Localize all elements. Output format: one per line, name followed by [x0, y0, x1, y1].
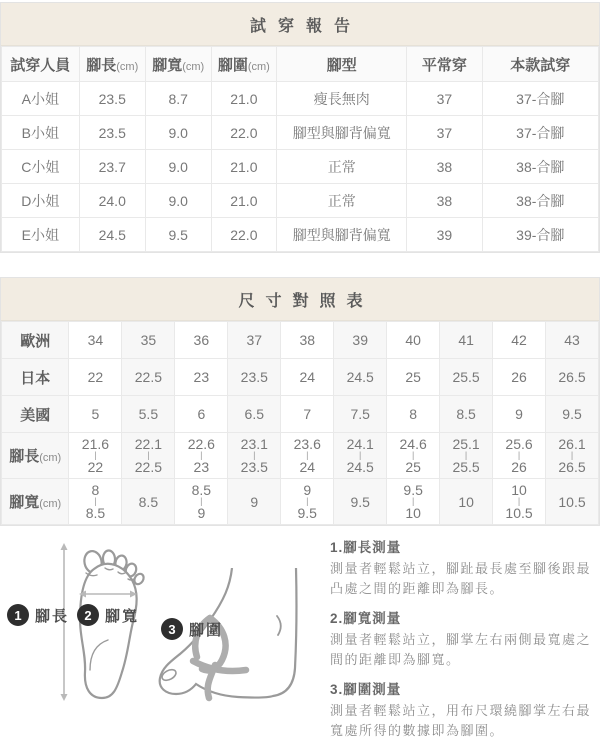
instruction-heading: 2.腳寬測量: [330, 611, 402, 626]
size-chart-body: [2, 322, 599, 525]
size-chart-cell: 23.6 | 24: [281, 433, 334, 479]
size-chart-cell: 24: [281, 359, 334, 396]
size-chart-cell: 10: [440, 479, 493, 525]
fit-report-cell: 正常: [277, 184, 407, 218]
fit-report-cell: 21.0: [211, 150, 277, 184]
size-chart-cell: 43: [546, 322, 599, 359]
size-chart-cell: 8.5: [122, 479, 175, 525]
badge-2-label: 腳寬: [105, 607, 140, 625]
fit-report-cell: 23.7: [79, 150, 145, 184]
size-chart-cell: 9.5 | 10: [387, 479, 440, 525]
size-chart-cell: 7: [281, 396, 334, 433]
size-row-label: 日本: [2, 359, 69, 396]
size-chart-cell: 39: [334, 322, 387, 359]
size-row-label: 腳寬(cm): [2, 479, 69, 525]
instruction-body: 測量者輕鬆站立，用布尺環繞腳掌左右最寬處所得的數據即為腳圍。: [330, 703, 592, 738]
fit-report-title: 試穿報告: [1, 3, 599, 46]
instruction-heading: 3.腳圍測量: [330, 682, 402, 697]
fit-report-cell: D小姐: [2, 184, 80, 218]
fit-report-table: [1, 46, 599, 252]
badge-1-circle: 1: [7, 604, 29, 626]
badge-2-circle: 2: [77, 604, 99, 626]
fit-report-cell: 37-合腳: [482, 82, 598, 116]
size-chart-cell: 36: [175, 322, 228, 359]
size-chart-cell: 8: [387, 396, 440, 433]
size-chart-cell: 5: [69, 396, 122, 433]
fit-column-header: 腳寬(cm): [145, 47, 211, 82]
badge-foot-girth: [161, 618, 223, 640]
size-chart-row: [2, 396, 599, 433]
size-chart-cell: 37: [228, 322, 281, 359]
fit-report-cell: 23.5: [79, 116, 145, 150]
fit-report-cell: 9.5: [145, 218, 211, 252]
size-row-label: 腳長(cm): [2, 433, 69, 479]
fit-report-cell: E小姐: [2, 218, 80, 252]
fit-report-panel: [0, 2, 600, 253]
size-chart-cell: 22: [69, 359, 122, 396]
size-chart-cell: 24.5: [334, 359, 387, 396]
size-chart-cell: 9: [228, 479, 281, 525]
fit-column-header: 腳長(cm): [79, 47, 145, 82]
fit-report-row: [2, 218, 599, 252]
fit-report-cell: 37-合腳: [482, 116, 598, 150]
instruction-foot-length: [330, 536, 596, 598]
instruction-heading: 1.腳長測量: [330, 540, 402, 555]
size-chart-cell: 25.1 | 25.5: [440, 433, 493, 479]
size-chart-cell: 40: [387, 322, 440, 359]
size-chart-title: 尺寸對照表: [1, 278, 599, 321]
size-chart-cell: 10.5: [546, 479, 599, 525]
badge-1-label: 腳長: [35, 607, 70, 625]
foot-girth-diagram: [146, 568, 314, 718]
size-chart-cell: 42: [493, 322, 546, 359]
fit-column-header: 平常穿: [407, 47, 482, 82]
size-chart-cell: 8.5 | 9: [175, 479, 228, 525]
fit-report-row: [2, 116, 599, 150]
size-chart-table: [1, 321, 599, 525]
fit-report-cell: 38-合腳: [482, 184, 598, 218]
badge-foot-width: [77, 604, 139, 626]
fit-report-cell: 瘦長無肉: [277, 82, 407, 116]
size-chart-cell: 8 | 8.5: [69, 479, 122, 525]
fit-report-cell: A小姐: [2, 82, 80, 116]
size-chart-cell: 8.5: [440, 396, 493, 433]
badge-foot-length: [7, 604, 69, 626]
size-chart-cell: 9 | 9.5: [281, 479, 334, 525]
size-chart-cell: 26.5: [546, 359, 599, 396]
fit-report-cell: 22.0: [211, 218, 277, 252]
size-chart-cell: 25.5: [440, 359, 493, 396]
fit-report-cell: B小姐: [2, 116, 80, 150]
size-chart-cell: 35: [122, 322, 175, 359]
size-chart-cell: 26.1 | 26.5: [546, 433, 599, 479]
fit-report-cell: 38: [407, 150, 482, 184]
size-chart-cell: 22.1 | 22.5: [122, 433, 175, 479]
fit-column-header: 試穿人員: [2, 47, 80, 82]
fit-report-cell: 腳型與腳背偏寬: [277, 218, 407, 252]
size-chart-cell: 6.5: [228, 396, 281, 433]
size-chart-row: [2, 359, 599, 396]
fit-report-row: [2, 150, 599, 184]
size-chart-cell: 22.6 | 23: [175, 433, 228, 479]
size-chart-cell: 9: [493, 396, 546, 433]
size-chart-cell: 24.6 | 25: [387, 433, 440, 479]
size-chart-cell: 23.5: [228, 359, 281, 396]
fit-report-cell: 23.5: [79, 82, 145, 116]
fit-report-cell: 9.0: [145, 150, 211, 184]
fit-report-cell: 9.0: [145, 116, 211, 150]
size-chart-cell: 38: [281, 322, 334, 359]
fit-report-cell: 24.0: [79, 184, 145, 218]
size-chart-cell: 9.5: [334, 479, 387, 525]
size-chart-cell: 26: [493, 359, 546, 396]
size-chart-cell: 22.5: [122, 359, 175, 396]
size-chart-row: [2, 479, 599, 525]
fit-report-cell: 8.7: [145, 82, 211, 116]
size-row-label: 美國: [2, 396, 69, 433]
fit-report-cell: 正常: [277, 150, 407, 184]
fit-report-cell: 37: [407, 82, 482, 116]
size-chart-cell: 41: [440, 322, 493, 359]
instruction-foot-girth: [330, 678, 596, 740]
size-chart-row: [2, 322, 599, 359]
instruction-foot-width: [330, 607, 596, 669]
instruction-body: 測量者輕鬆站立，腳趾最長處至腳後跟最凸處之間的距離即為腳長。: [330, 561, 592, 596]
badge-3-label: 腳圍: [189, 621, 224, 639]
fit-report-header: [2, 47, 599, 82]
fit-report-cell: C小姐: [2, 150, 80, 184]
measurement-guide: [0, 520, 600, 740]
measurement-instructions: [330, 536, 596, 749]
fit-column-header: 本款試穿: [482, 47, 598, 82]
size-chart-row: [2, 433, 599, 479]
size-chart-cell: 24.1 | 24.5: [334, 433, 387, 479]
fit-report-cell: 21.0: [211, 184, 277, 218]
fit-report-cell: 24.5: [79, 218, 145, 252]
fit-report-row: [2, 82, 599, 116]
size-chart-cell: 9.5: [546, 396, 599, 433]
size-chart-panel: [0, 277, 600, 526]
fit-report-cell: 9.0: [145, 184, 211, 218]
size-chart-cell: 10 | 10.5: [493, 479, 546, 525]
size-chart-cell: 23.1 | 23.5: [228, 433, 281, 479]
size-chart-cell: 5.5: [122, 396, 175, 433]
size-chart-cell: 21.6 | 22: [69, 433, 122, 479]
fit-column-header: 腳型: [277, 47, 407, 82]
fit-report-cell: 37: [407, 116, 482, 150]
size-row-label: 歐洲: [2, 322, 69, 359]
fit-report-cell: 22.0: [211, 116, 277, 150]
fit-report-cell: 腳型與腳背偏寬: [277, 116, 407, 150]
fit-report-cell: 38-合腳: [482, 150, 598, 184]
size-chart-cell: 34: [69, 322, 122, 359]
fit-report-cell: 39: [407, 218, 482, 252]
fit-report-body: [2, 82, 599, 252]
size-chart-cell: 25: [387, 359, 440, 396]
size-chart-cell: 7.5: [334, 396, 387, 433]
instruction-body: 測量者輕鬆站立，腳掌左右兩側最寬處之間的距離即為腳寬。: [330, 632, 592, 667]
size-chart-cell: 25.6 | 26: [493, 433, 546, 479]
fit-report-row: [2, 184, 599, 218]
fit-report-cell: 38: [407, 184, 482, 218]
fit-column-header: 腳圍(cm): [211, 47, 277, 82]
size-chart-cell: 6: [175, 396, 228, 433]
badge-3-circle: 3: [161, 618, 183, 640]
fit-report-cell: 21.0: [211, 82, 277, 116]
fit-report-cell: 39-合腳: [482, 218, 598, 252]
size-chart-cell: 23: [175, 359, 228, 396]
